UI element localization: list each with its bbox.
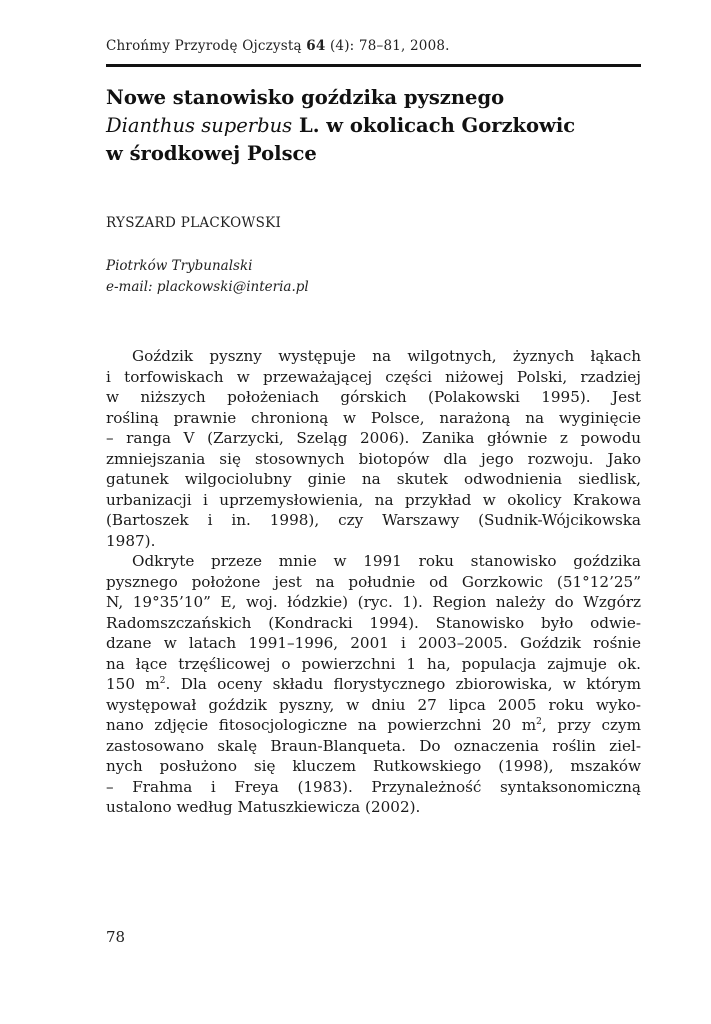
author-email: e-mail: plackowski@interia.pl: [106, 279, 309, 295]
title-line-1: Nowe stanowisko goździka pysznego: [106, 86, 505, 109]
article-title: [106, 84, 646, 168]
body-line: (Bartoszek i in. 1998), czy Warszawy (Sudnik-Wójcikowska: [106, 511, 641, 529]
body-line: zmniejszania się stosownych biotopów dla jego rozwoju. Jako: [106, 449, 641, 468]
page-number: 78: [106, 928, 126, 946]
body-line-text: Dla oceny składu florystycznego zbiorowiska, w którym: [180, 675, 642, 693]
body-line-text: nano zdjęcie fitosocjologiczne na powierzchni 20 m: [106, 716, 537, 734]
title-line-2: [106, 112, 646, 140]
body-line: występował goździk pyszny, w dniu 27 lipca 2005 roku wyko-: [106, 695, 641, 714]
body-line: Goździk pyszny występuje na wilgotnych, żyznych łąkach: [132, 347, 641, 365]
body-line: dzane w latach 1991–1996, 2001 i 2003–2005. Goździk rośnie: [106, 634, 641, 652]
body-line: [106, 674, 641, 695]
body-line: – Frahma i Freya (1983). Przynależność syntaksonomiczną: [106, 777, 641, 796]
body-line: gatunek wilgociolubny ginie na skutek odwodnienia siedlisk,: [106, 470, 641, 488]
journal-name: Chrońmy Przyrodę Ojczystą: [106, 38, 302, 54]
affiliation-city: Piotrków Trybunalski: [106, 258, 253, 274]
body-line: na łące trzęślicowej o powierzchni 1 ha, populacja zajmuje ok.: [106, 654, 641, 673]
body-line: Odkryte przeze mnie w 1991 roku stanowisko goździka: [132, 552, 641, 570]
body-line: w niższych położeniach górskich (Polakowski 1995). Jest: [106, 388, 641, 406]
species-latin-name: Dianthus superbus: [106, 114, 293, 137]
body-line: ustalono według Matuszkiewicza (2002).: [106, 798, 421, 816]
body-line: zastosowano skalę Braun-Blanqueta. Do oznaczenia roślin ziel-: [106, 736, 641, 755]
body-line: [106, 715, 641, 736]
body-line: Radomszczańskich (Kondracki 1994). Stanowisko było odwie-: [106, 613, 641, 632]
running-head: [106, 38, 450, 54]
body-line: urbanizacji i uprzemysłowienia, na przykład w okolicy Krakowa: [106, 490, 641, 509]
issue-pages-year: (4): 78–81, 2008.: [329, 38, 450, 54]
body-line: nych posłużono się kluczem Rutkowskiego (1998), mszaków: [106, 757, 641, 775]
body-line: – ranga V (Zarzycki, Szeląg 2006). Zanika głównie z powodu: [106, 429, 641, 447]
body-line: N, 19°35’10” E, woj. łódzkie) (ryc. 1). Region należy do Wzgórz: [106, 593, 641, 611]
author-name: RYSZARD PLACKOWSKI: [106, 215, 282, 231]
area-superscript: 2: [159, 676, 166, 686]
body-line: pysznego położone jest na południe od Gorzkowic (51°12’25”: [106, 572, 641, 591]
area-superscript: 2: [536, 717, 542, 727]
article-body: [106, 346, 641, 818]
author-affiliation: [106, 256, 606, 298]
body-line: rośliną prawnie chronioną w Polsce, narażoną na wyginięcie: [106, 408, 641, 427]
area-value: 150 m: [106, 675, 160, 693]
header-rule: [106, 64, 641, 67]
body-line: 1987).: [106, 531, 156, 550]
body-line: i torfowiskach w przeważającej części niżowej Polski, rzadziej: [106, 367, 641, 386]
title-line-2-rest: L. w okolicach Gorzkowic: [298, 114, 576, 137]
area-tail: .: [165, 675, 171, 693]
title-line-3: w środkowej Polsce: [106, 142, 317, 165]
body-line-text: , przy czym: [541, 716, 641, 734]
volume-number: 64: [306, 38, 326, 54]
